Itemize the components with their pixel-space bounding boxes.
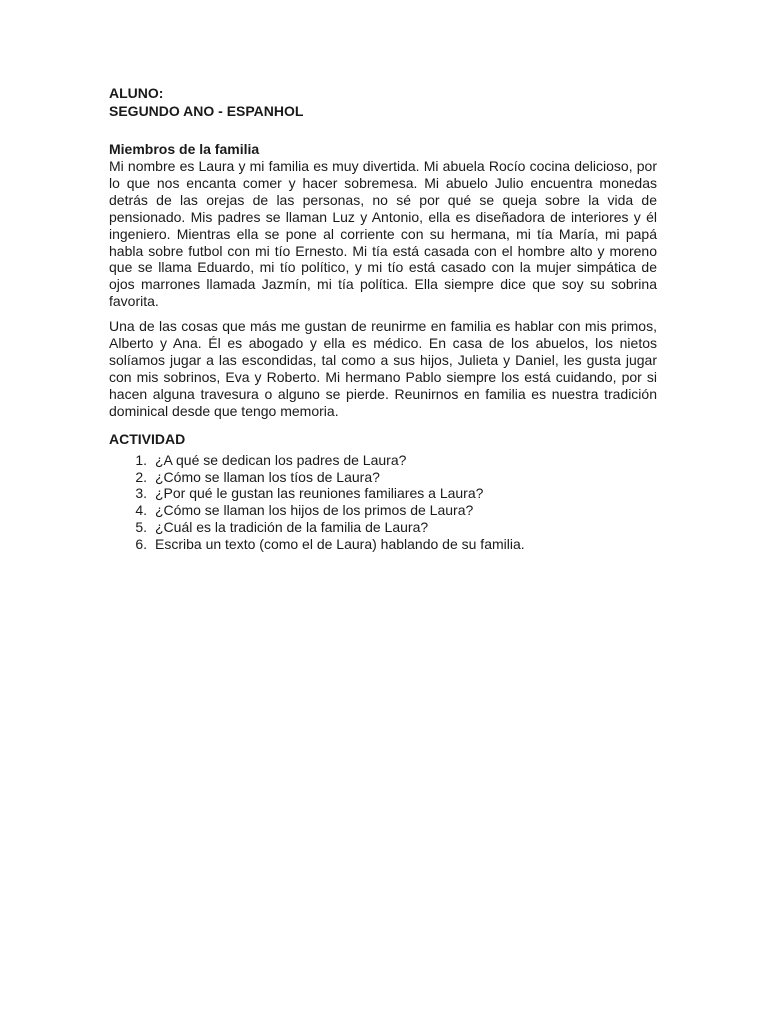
section-title: Miembros de la familia — [109, 141, 260, 157]
question-item — [109, 502, 657, 519]
question-item — [109, 519, 657, 536]
question-text: ¿A qué se dedican los padres de Laura? — [155, 451, 407, 468]
paragraph-1: Mi nombre es Laura y mi familia es muy divertida. Mi abuela Rocío cocina delicioso, por lo que nos encanta comer y hacer sobremesa. Mi abuelo Julio encuentra monedas detrás de las orejas de las personas, no sé por qué se queja sobre la vida de pensionado. Mis padres se llaman Luz y Antonio, ella es diseñadora de interiores y él ingeniero. Mientras ella se pone al corriente con su hermana, mi tía María, mi papá habla sobre futbol con mi tío Ernesto. Mi tía está casada con el hombre alto y moreno que se llama Eduardo, mi tío político, y mi tío está casado con la mujer simpática de ojos marrones llamada Jazmín, mi tía política. Ella siempre dice que soy su sobrina favorita. — [109, 158, 657, 310]
question-number: 4. — [135, 502, 147, 519]
question-text: ¿Cómo se llaman los hijos de los primos de Laura? — [155, 502, 474, 519]
question-number: 6. — [135, 536, 147, 553]
question-item — [109, 469, 657, 486]
student-label: ALUNO: — [109, 85, 164, 101]
document-page — [109, 84, 657, 553]
paragraph-2: Una de las cosas que más me gustan de reunirme en familia es hablar con mis primos, Alberto y Ana. Él es abogado y ella es médico. En casa de los abuelos, los nietos solíamos jugar a las escondidas, tal como a sus hijos, Julieta y Daniel, les gusta jugar con mis sobrinos, Eva y Roberto. Mi hermano Pablo siempre los está cuidando, por si hacen alguna travesura o alguno se pierde. Reunirnos en familia es nuestra tradición dominical desde que tengo memoria. — [109, 318, 657, 419]
question-text: ¿Cuál es la tradición de la familia de Laura? — [155, 519, 429, 536]
question-number: 5. — [135, 519, 147, 536]
question-text: Escriba un texto (como el de Laura) hablando de su familia. — [155, 536, 525, 553]
question-number: 1. — [135, 451, 147, 468]
question-item — [109, 452, 657, 469]
question-text: ¿Cómo se llaman los tíos de Laura? — [155, 468, 380, 485]
question-number: 3. — [135, 485, 147, 502]
question-text: ¿Por qué le gustan las reuniones familiares a Laura? — [155, 485, 484, 502]
class-label: SEGUNDO ANO - ESPANHOL — [109, 103, 304, 119]
activity-title: ACTIVIDAD — [109, 430, 186, 447]
question-item — [109, 536, 657, 553]
question-item — [109, 485, 657, 502]
question-list — [109, 452, 657, 553]
question-number: 2. — [135, 468, 147, 485]
